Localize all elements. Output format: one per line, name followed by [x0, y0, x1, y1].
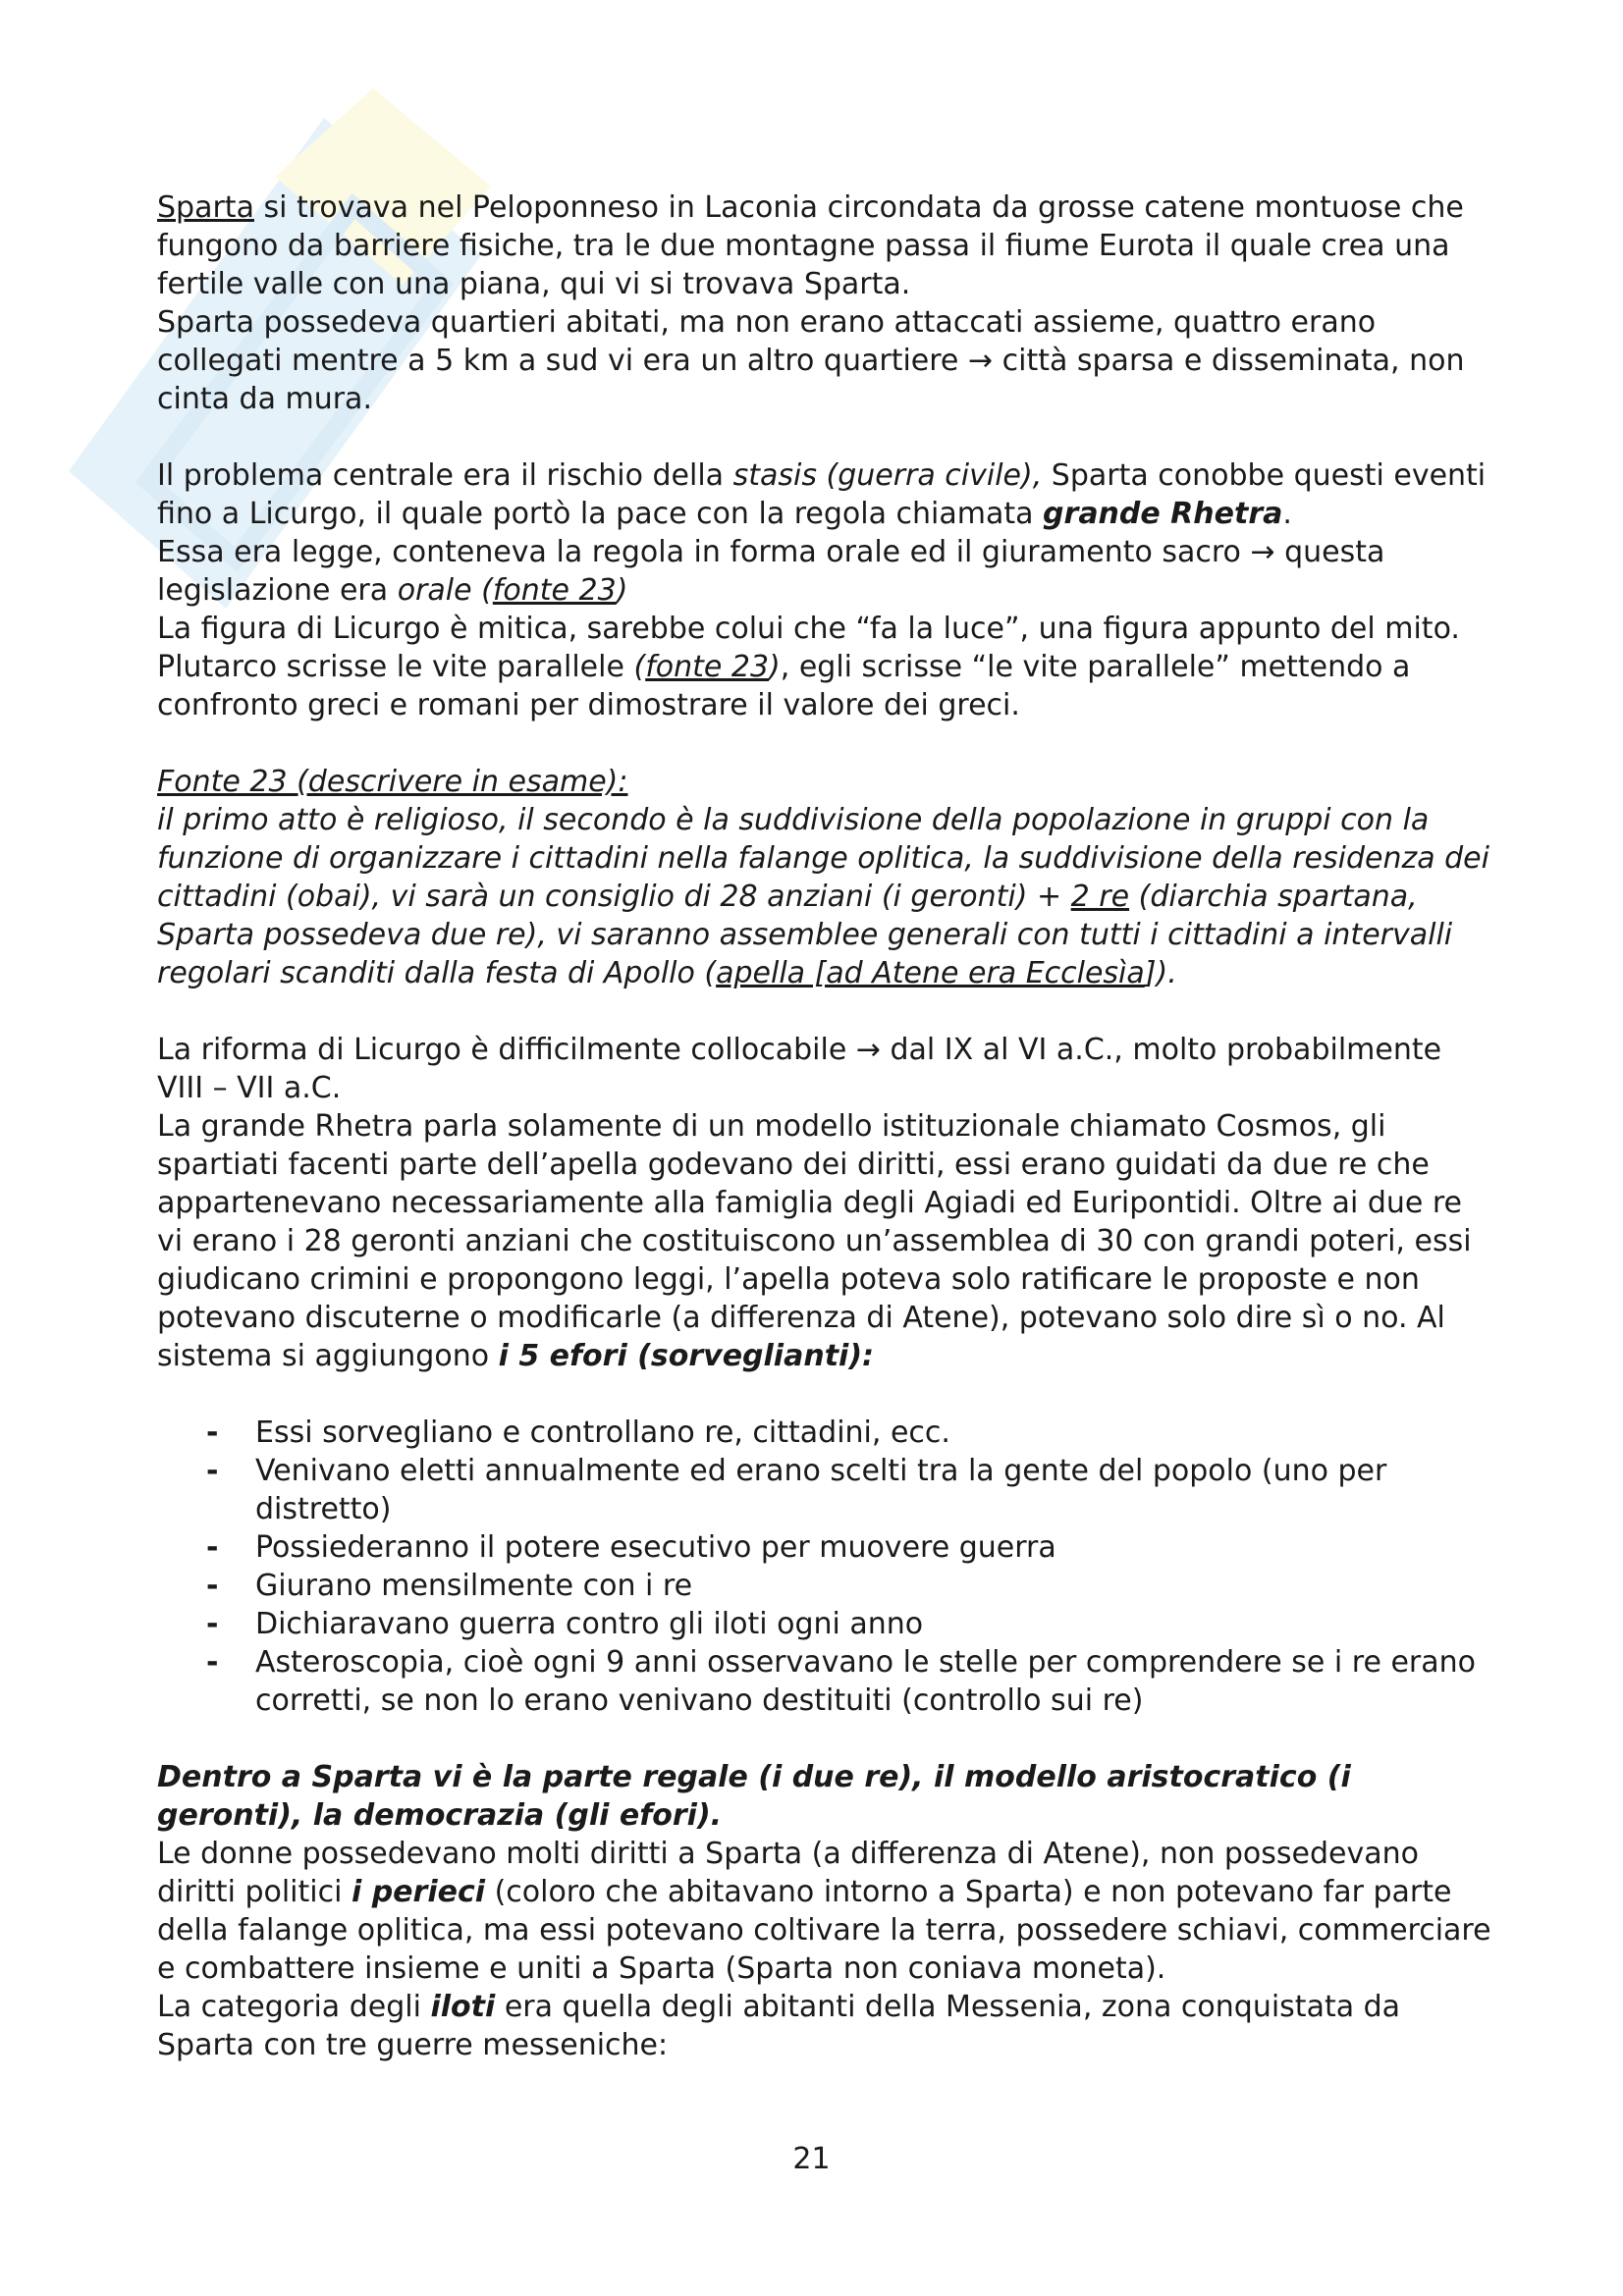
paragraph-licurgo-myth: La figura di Licurgo è mitica, sarebbe colui che “fa la luce”, una figura appunto del mito.	[157, 612, 1460, 646]
efori-term: i 5 efori (sorveglianti):	[498, 1339, 875, 1373]
sparta-term: Sparta	[157, 190, 254, 225]
stasis-term: stasis (guerra civile),	[732, 458, 1043, 493]
arrow-icon: →	[967, 344, 994, 378]
list-item: - Possiederanno il potere esecutivo per muovere guerra	[206, 1530, 1056, 1565]
efori-list	[157, 1414, 1492, 1720]
paragraph-riforma: La riforma di Licurgo è difficilmente collocabile → dal IX al VI a.C., molto probabilmente VIII – VII a.C.	[157, 1033, 1442, 1105]
page-number: 21	[792, 2142, 831, 2176]
dash-bullet: -	[206, 1530, 219, 1565]
iloti-term: iloti	[430, 1990, 496, 2024]
arrow-icon: →	[1250, 535, 1275, 569]
due-re-term: 2 re	[1070, 880, 1130, 914]
grande-rhetra-term: grande Rhetra	[1043, 497, 1283, 531]
list-item: - Essi sorvegliano e controllano re, cittadini, ecc.	[206, 1415, 950, 1450]
apella-term: apella [ad Atene era Ecclesìa	[716, 956, 1145, 990]
list-item: - Dichiaravano guerra contro gli iloti ogni anno	[206, 1607, 924, 1641]
list-item: - Giurano mensilmente con i re	[206, 1569, 693, 1603]
fonte-23-heading: Fonte 23 (descrivere in esame):	[157, 765, 628, 799]
list-item: - Asteroscopia, cioè ogni 9 anni osservavano le stelle per comprendere se i re erano corretti, se non lo erano venivano destituiti (controllo sui re)	[206, 1645, 1477, 1718]
document-body	[157, 188, 1492, 2064]
list-item: - Venivano eletti annualmente ed erano scelti tra la gente del popolo (uno per distretto)	[206, 1454, 1387, 1526]
paragraph-iloti: La categoria degli iloti era quella degli abitanti della Messenia, zona conquistata da Sparta con tre guerre messeniche:	[157, 1990, 1401, 2062]
dash-bullet: -	[206, 1607, 219, 1641]
dash-bullet: -	[206, 1569, 219, 1603]
dash-bullet: -	[206, 1415, 219, 1450]
paragraph-stasis: Il problema centrale era il rischio della stasis (guerra civile), Sparta conobbe questi eventi fino a Licurgo, il quale portò la pace con la regola chiamata grande Rhetra.	[157, 458, 1487, 531]
paragraph-quarters: Sparta possedeva quartieri abitati, ma non erano attaccati assieme, quattro erano collegati mentre a 5 km a sud vi era un altro quartiere → città sparsa e disseminata, non cinta da mura.	[157, 305, 1465, 416]
paragraph-cosmos: La grande Rhetra parla solamente di un modello istituzionale chiamato Cosmos, gli spartiati facenti parte dell’apella godevano dei diritti, essi erano guidati da due re che appartenevano necessariamente alla famiglia degli Agiadi ed Euripontidi. Oltre ai due re vi erano i 28 geronti anziani che costituiscono un’assemblea di 30 con grandi poteri, essi giudicano crimini e propongono leggi, l’apella poteva solo ratificare le proposte e non potevano discuterne o modificarle (a differenza di Atene), potevano solo dire sì o no. Al sistema si aggiungono i 5 efori (sorveglianti):	[157, 1109, 1472, 1373]
arrow-icon: →	[855, 1033, 881, 1067]
paragraph-donne-perieci: Le donne possedevano molti diritti a Sparta (a differenza di Atene), non possedevano diritti politici i perieci (coloro che abitavano intorno a Sparta) e non potevano far parte della falange oplitica, ma essi potevano coltivare la terra, possedere schiavi, commerciare e combattere insieme e uniti a Sparta (Sparta non coniava moneta).	[157, 1837, 1491, 1986]
dash-bullet: -	[206, 1454, 219, 1488]
summary-statement: Dentro a Sparta vi è la parte regale (i due re), il modello aristocratico (i geronti), la democrazia (gli efori).	[157, 1760, 1351, 1833]
dash-bullet: -	[206, 1645, 219, 1680]
fonte-23-reference: fonte 23	[645, 650, 770, 684]
paragraph-legislation: Essa era legge, conteneva la regola in forma orale ed il giuramento sacro → questa legislazione era orale (fonte 23)	[157, 535, 1385, 608]
paragraph-plutarco: Plutarco scrisse le vite parallele (fonte 23), egli scrisse “le vite parallele” mettendo a confronto greci e romani per dimostrare il valore dei greci.	[157, 650, 1411, 722]
orale-term: orale	[397, 573, 472, 608]
perieci-term: i perieci	[351, 1875, 486, 1909]
fonte-23-text: il primo atto è religioso, il secondo è la suddivisione della popolazione in gruppi con la funzione di organizzare i cittadini nella falange oplitica, la suddivisione della residenza dei cittadini (obai), vi sarà un consiglio di 28 anziani (i geronti) + 2 re (diarchia spartana, Sparta possedeva due re), vi saranno assemblee generali con tutti i cittadini a intervalli regolari scanditi dalla festa di Apollo (apella [ad Atene era Ecclesìa]).	[157, 803, 1489, 990]
fonte-23-reference: fonte 23	[492, 573, 617, 608]
paragraph-sparta-location: Sparta si trovava nel Peloponneso in Laconia circondata da grosse catene montuose che fungono da barriere fisiche, tra le due montagne passa il fiume Eurota il quale crea una fertile valle con una piana, qui vi si trovava Sparta.	[157, 190, 1464, 301]
